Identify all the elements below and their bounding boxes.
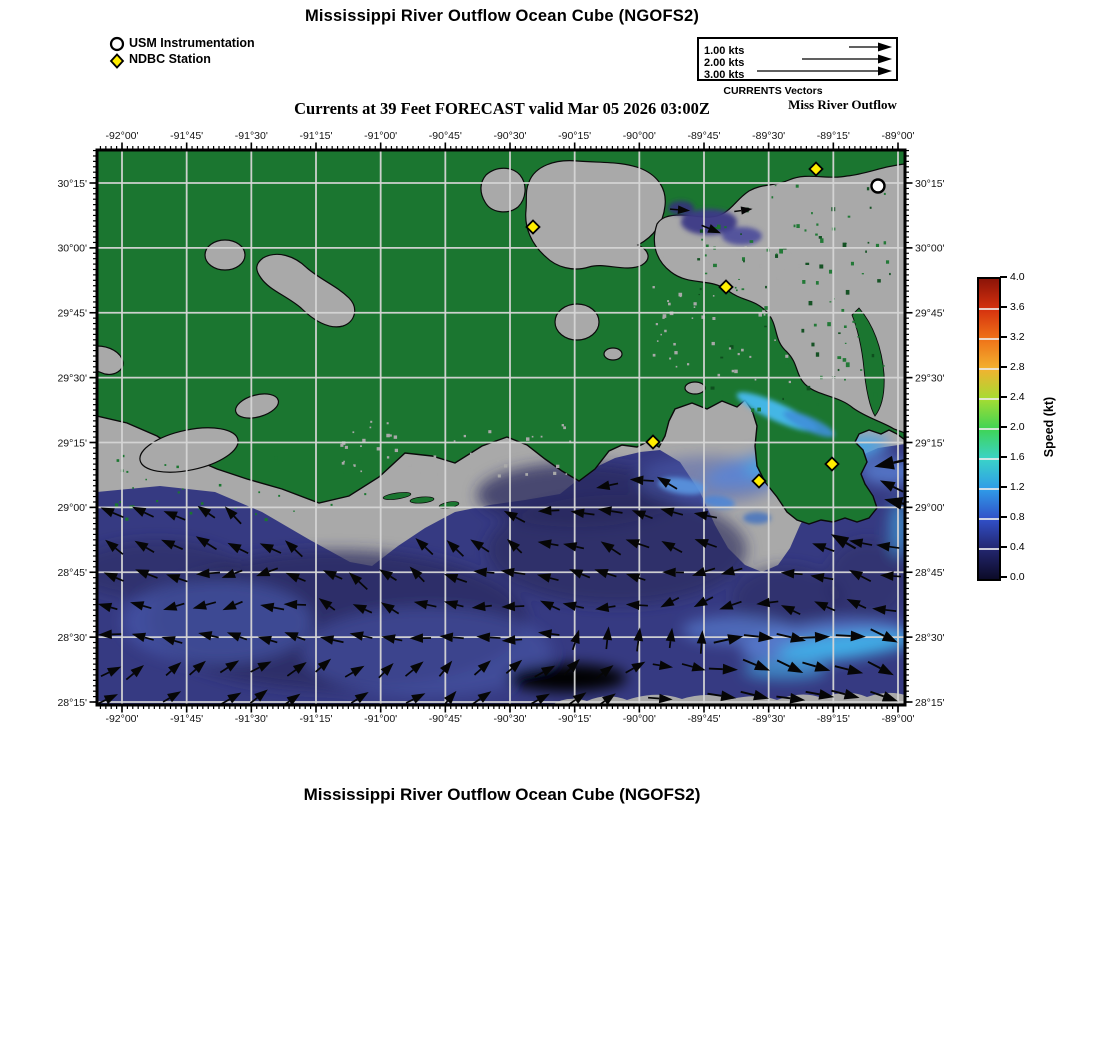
colorbar-tick	[1000, 366, 1007, 368]
svg-text:30°15': 30°15'	[57, 177, 87, 190]
little-lake	[685, 382, 705, 394]
svg-text:29°15': 29°15'	[915, 437, 945, 450]
colorbar-tick	[1000, 336, 1007, 338]
usm-circle-icon	[111, 38, 123, 50]
svg-text:30°00': 30°00'	[57, 242, 87, 255]
svg-text:-89°15': -89°15'	[816, 130, 850, 142]
vector-key-row	[704, 41, 896, 57]
svg-text:-90°15': -90°15'	[558, 713, 592, 725]
colorbar-tick-label: 0.4	[1010, 541, 1025, 553]
ndbc-diamond-icon	[111, 55, 123, 68]
small-lake-2	[604, 348, 622, 360]
svg-text:29°45': 29°45'	[915, 307, 945, 320]
colorbar-tick	[1000, 576, 1007, 578]
colorbar-tick-label: 1.2	[1010, 481, 1025, 493]
colorbar-tick	[1000, 426, 1007, 428]
svg-text:28°15': 28°15'	[915, 696, 945, 709]
svg-text:-90°00': -90°00'	[622, 130, 656, 142]
colorbar-tick-label: 3.2	[1010, 331, 1025, 343]
colorbar-tick-label: 1.6	[1010, 451, 1025, 463]
colorbar-gridline	[979, 338, 999, 340]
colorbar-tick	[1000, 486, 1007, 488]
colorbar-gridline	[979, 398, 999, 400]
svg-text:-91°00': -91°00'	[364, 713, 398, 725]
svg-text:29°00': 29°00'	[57, 502, 87, 515]
svg-text:30°15': 30°15'	[915, 177, 945, 190]
svg-text:29°30': 29°30'	[57, 372, 87, 385]
svg-text:-91°15': -91°15'	[299, 130, 333, 142]
colorbar-gridline	[979, 458, 999, 460]
svg-text:-90°30': -90°30'	[493, 713, 527, 725]
colorbar-tick-label: 2.0	[1010, 421, 1025, 433]
station-legend	[108, 36, 255, 70]
legend-marker-icons	[108, 36, 126, 70]
figure-title-top: Mississippi River Outflow Ocean Cube (NGOFS2)	[304, 7, 700, 25]
svg-text:28°45': 28°45'	[915, 567, 945, 580]
svg-text:-92°00': -92°00'	[105, 130, 139, 142]
svg-text:-90°15': -90°15'	[558, 130, 592, 142]
svg-text:-92°00': -92°00'	[105, 713, 139, 725]
svg-text:-90°00': -90°00'	[622, 713, 656, 725]
svg-text:-90°45': -90°45'	[428, 713, 462, 725]
colorbar-gridline	[979, 518, 999, 520]
svg-text:-91°45': -91°45'	[170, 130, 204, 142]
svg-text:28°30': 28°30'	[57, 631, 87, 644]
colorbar-gridline	[979, 308, 999, 310]
small-lake	[205, 240, 245, 270]
colorbar-tick-label: 2.4	[1010, 391, 1025, 403]
currents-map	[57, 130, 945, 725]
usm-instrumentation-marker	[872, 180, 885, 193]
svg-text:28°30': 28°30'	[915, 631, 945, 644]
svg-text:-89°15': -89°15'	[816, 713, 850, 725]
svg-text:-91°00': -91°00'	[364, 130, 398, 142]
colorbar-gridline	[979, 368, 999, 370]
colorbar-tick	[1000, 276, 1007, 278]
svg-text:-91°30': -91°30'	[234, 130, 268, 142]
forecast-subtitle: Currents at 39 Feet FORECAST valid Mar 05 2026 03:00Z	[294, 99, 710, 118]
svg-text:-90°30': -90°30'	[493, 130, 527, 142]
svg-text:29°30': 29°30'	[915, 372, 945, 385]
ndbc-legend-label: NDBC Station	[129, 51, 211, 66]
svg-text:28°15': 28°15'	[57, 696, 87, 709]
lake-maurepas	[481, 168, 525, 212]
vector-key-label: 1.00 kts	[704, 45, 745, 57]
vector-key-caption: CURRENTS Vectors	[723, 85, 823, 97]
svg-text:-89°45': -89°45'	[687, 130, 721, 142]
colorbar-tick	[1000, 396, 1007, 398]
colorbar-tick	[1000, 546, 1007, 548]
colorbar-tick	[1000, 456, 1007, 458]
colorbar-tick-label: 2.8	[1010, 361, 1025, 373]
usm-legend-label: USM Instrumentation	[129, 36, 255, 50]
figure-title-bottom: Mississippi River Outflow Ocean Cube (NGOFS2)	[303, 785, 701, 804]
colorbar-gridline	[979, 488, 999, 490]
svg-text:-89°00': -89°00'	[881, 130, 915, 142]
lake-pontchartrain	[526, 161, 666, 269]
svg-text:-91°30': -91°30'	[234, 713, 268, 725]
colorbar-tick-label: 4.0	[1010, 271, 1025, 283]
colorbar-axis-label: Speed (kt)	[1042, 396, 1056, 458]
region-label: Miss River Outflow	[788, 97, 897, 112]
svg-text:-89°00': -89°00'	[881, 713, 915, 725]
map-layers	[72, 150, 920, 707]
svg-text:30°00': 30°00'	[915, 242, 945, 255]
svg-text:-89°30': -89°30'	[752, 130, 786, 142]
vector-key-label: 2.00 kts	[704, 57, 745, 69]
colorbar-gridline	[979, 428, 999, 430]
svg-text:-89°45': -89°45'	[687, 713, 721, 725]
svg-text:-89°30': -89°30'	[752, 713, 786, 725]
vector-scale-key	[697, 37, 898, 81]
svg-text:-91°15': -91°15'	[299, 713, 333, 725]
colorbar-tick-label: 0.0	[1010, 571, 1025, 583]
vector-key-label: 3.00 kts	[704, 69, 745, 81]
colorbar	[977, 277, 1001, 581]
colorbar-gridline	[979, 548, 999, 550]
svg-text:28°45': 28°45'	[57, 567, 87, 580]
svg-text:29°00': 29°00'	[915, 502, 945, 515]
colorbar-tick	[1000, 516, 1007, 518]
svg-text:-91°45': -91°45'	[170, 713, 204, 725]
svg-text:29°15': 29°15'	[57, 437, 87, 450]
colorbar-tick-label: 0.8	[1010, 511, 1025, 523]
lake-salvador	[555, 304, 599, 340]
colorbar-tick	[1000, 306, 1007, 308]
colorbar-tick-label: 3.6	[1010, 301, 1025, 313]
svg-text:29°45': 29°45'	[57, 307, 87, 320]
svg-text:-90°45': -90°45'	[428, 130, 462, 142]
